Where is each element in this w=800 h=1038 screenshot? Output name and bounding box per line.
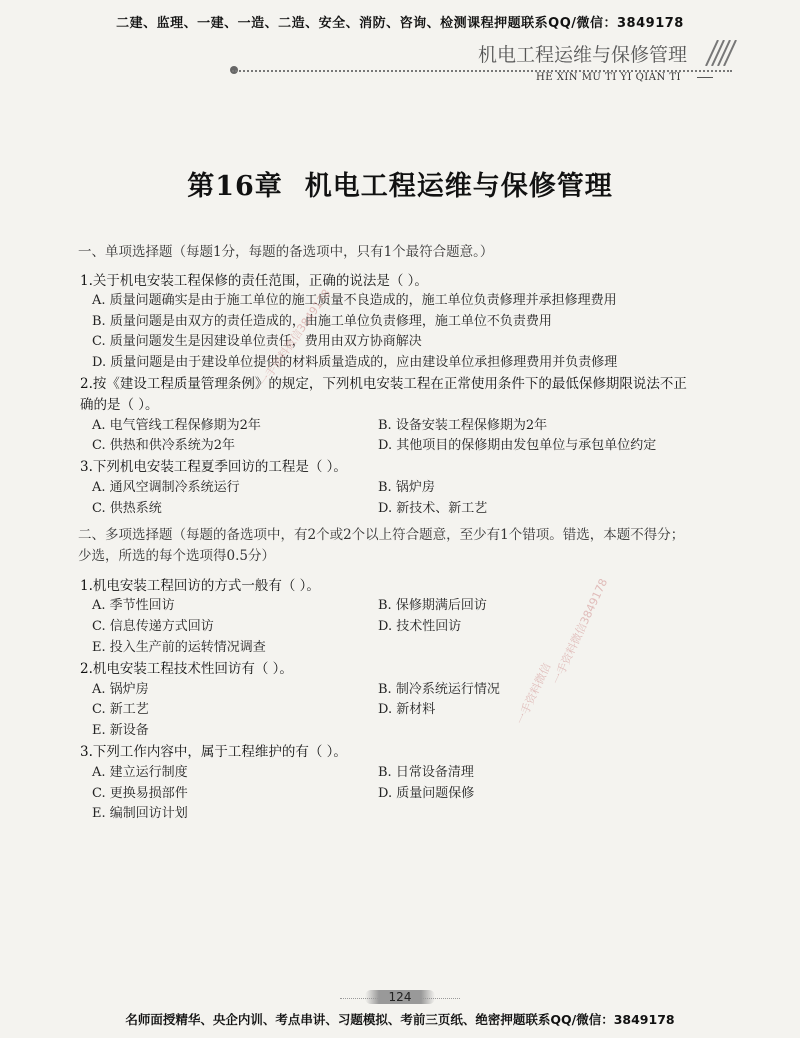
option: D. 质量问题保修 <box>378 786 475 801</box>
question-1-2: 2.按《建设工程质量管理条例》的规定，下列机电安装工程在正常使用条件下的最低保修期限说法不正 <box>80 376 687 392</box>
watermark: 一手资料微信3849178 <box>549 576 611 687</box>
option: D. 其他项目的保修期由发包单位与承包单位约定 <box>378 438 657 453</box>
watermark: 一手资料微信3849178 <box>256 286 334 389</box>
option: B. 质量问题是由双方的责任造成的，由施工单位负责修理，施工单位不负责费用 <box>92 314 552 329</box>
chapter-title <box>0 164 800 203</box>
page-number: 124 <box>365 990 435 1004</box>
question-1-1: 1.关于机电安装工程保修的责任范围，正确的说法是（ ）。 <box>80 273 428 289</box>
running-pinyin-title: HE XIN MU TI YI QIAN TI <box>536 72 681 83</box>
section-label: 二、多项选择题 <box>78 527 173 543</box>
question-2-1: 1.机电安装工程回访的方式一般有（ ）。 <box>80 578 320 594</box>
section-heading-single-choice <box>78 244 493 260</box>
bottom-promo-banner: 名师面授精华、央企内训、考点串讲、习题模拟、考前三页纸、绝密押题联系QQ/微信：3849178 <box>125 1012 675 1027</box>
question-2-3: 3.下列工作内容中，属于工程维护的有（ ）。 <box>80 744 347 760</box>
option: C. 更换易损部件 <box>92 786 188 801</box>
option: B. 锅炉房 <box>378 480 435 495</box>
pinyin-dash <box>697 77 713 78</box>
option: D. 技术性回访 <box>378 619 462 634</box>
option: C. 质量问题发生是因建设单位责任，费用由双方协商解决 <box>92 334 422 349</box>
option: C. 新工艺 <box>92 702 149 717</box>
watermark: 一手资料微信 <box>513 661 554 727</box>
option: C. 供热和供冷系统为2年 <box>92 438 236 453</box>
section-label: 一、单项选择题 <box>78 244 173 260</box>
option: E. 投入生产前的运转情况调查 <box>92 640 266 655</box>
option: A. 电气管线工程保修期为2年 <box>92 418 261 433</box>
section-heading-multi-choice <box>78 527 684 543</box>
top-promo-banner: 二建、监理、一建、一造、二造、安全、消防、咨询、检测课程押题联系QQ/微信：3849178 <box>116 16 684 31</box>
question-1-2-cont: 确的是（ ）。 <box>80 397 159 413</box>
option: B. 制冷系统运行情况 <box>378 682 500 697</box>
option: D. 新材料 <box>378 702 436 717</box>
header-stripes-decoration <box>704 40 738 66</box>
option: A. 季节性回访 <box>92 598 175 613</box>
question-1-3: 3.下列机电安装工程夏季回访的工程是（ ）。 <box>80 459 347 475</box>
chapter-name: 机电工程运维与保修管理 <box>304 171 613 202</box>
option: B. 日常设备清理 <box>378 765 474 780</box>
option: A. 锅炉房 <box>92 682 149 697</box>
running-book-title: 机电工程运维与保修管理 <box>478 44 688 66</box>
option: A. 质量问题确实是由于施工单位的施工质量不良造成的，施工单位负责修理并承担修理费用 <box>92 293 617 308</box>
option: D. 新技术、新工艺 <box>378 501 488 516</box>
question-2-2: 2.机电安装工程技术性回访有（ ）。 <box>80 661 293 677</box>
option: C. 供热系统 <box>92 501 162 516</box>
option: D. 质量问题是由于建设单位提供的材料质量造成的，应由建设单位承担修理费用并负责修理 <box>92 355 618 370</box>
option: E. 编制回访计划 <box>92 806 188 821</box>
section-note-cont: 少选，所选的每个选项得0.5分） <box>78 548 275 564</box>
option: A. 建立运行制度 <box>92 765 188 780</box>
option: E. 新设备 <box>92 723 149 738</box>
option: B. 保修期满后回访 <box>378 598 487 613</box>
option: B. 设备安装工程保修期为2年 <box>378 418 548 433</box>
chapter-number: 第16章 <box>187 171 283 202</box>
section-note: （每题的备选项中，有2个或2个以上符合题意，至少有1个错项。错选，本题不得分； <box>172 527 685 543</box>
section-note: （每题1分，每题的备选项中，只有1个最符合题意。） <box>172 244 494 260</box>
option: C. 信息传递方式回访 <box>92 619 214 634</box>
option: A. 通风空调制冷系统运行 <box>92 480 240 495</box>
